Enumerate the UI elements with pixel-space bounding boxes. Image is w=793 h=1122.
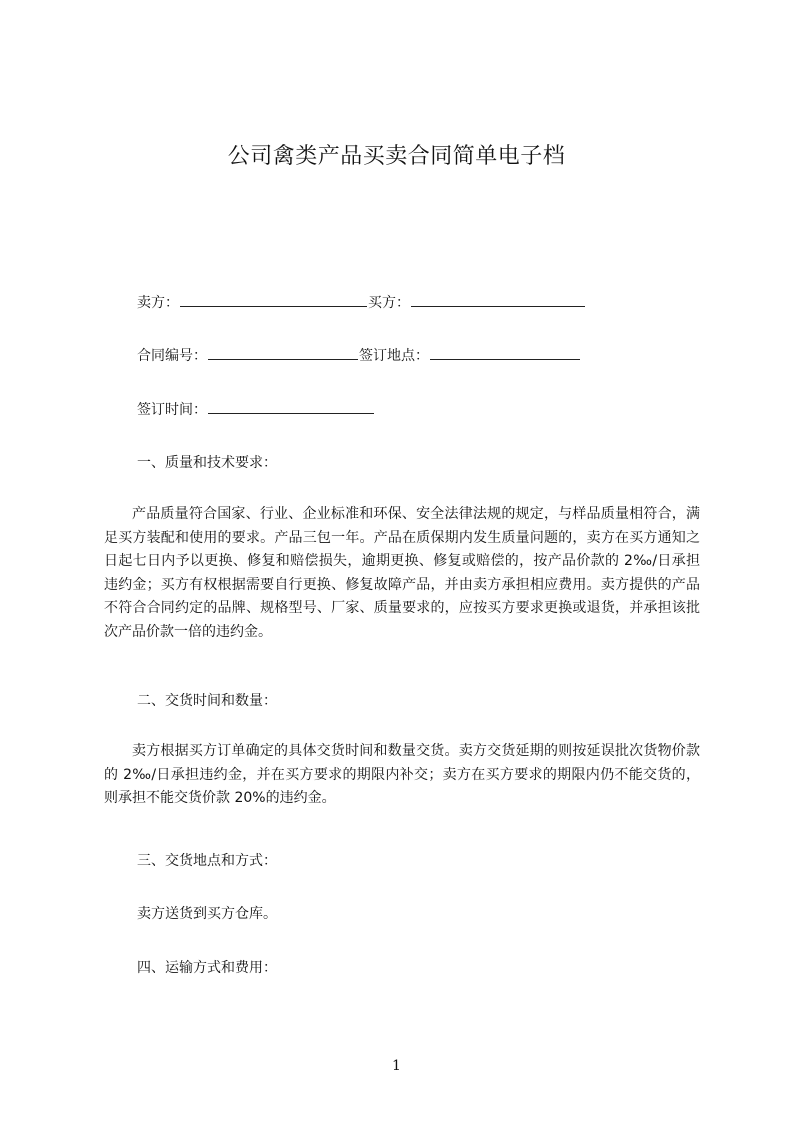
buyer-blank (411, 292, 585, 307)
sign-time-blank (208, 399, 374, 414)
sign-time-label: 签订时间： (137, 402, 207, 418)
buyer-label: 买方： (368, 295, 410, 311)
section-heading: 三、交货地点和方式： (137, 853, 277, 869)
seller-blank (180, 292, 367, 307)
section-heading: 二、交货时间和数量： (137, 693, 277, 709)
section-heading: 四、运输方式和费用： (137, 960, 277, 976)
contract-no-blank (208, 345, 358, 360)
section-heading: 一、质量和技术要求： (137, 455, 277, 471)
seller-buyer-line (137, 292, 586, 313)
contract-place-line (137, 345, 581, 366)
contract-no-label: 合同编号： (137, 348, 207, 364)
section-body: 卖方送货到买方仓库。 (137, 906, 277, 922)
sign-place-blank (430, 345, 580, 360)
sign-time-line (137, 399, 375, 420)
document-title: 公司禽类产品买卖合同简单电子档 (227, 144, 566, 169)
section-body: 卖方根据买方订单确定的具体交货时间和数量交货。卖方交货延期的则按延误批次货物价款的 2‰/日承担违约金，并在买方要求的期限内补交；卖方在买方要求的期限内仍不能交货的，则承担不能交货价款 20%的违约金。 (104, 743, 700, 807)
sign-place-label: 签订地点： (359, 348, 429, 364)
section-body: 产品质量符合国家、行业、企业标准和环保、安全法律法规的规定，与样品质量相符合，满足买方装配和使用的要求。产品三包一年。产品在质保期内发生质量问题的，卖方在买方通知之日起七日内予以更换、修复和赔偿损失，逾期更换、修复或赔偿的，按产品价款的 2‰/日承担违约金；买方有权根据需要自行更换、修复故障产品，并由卖方承担相应费用。卖方提供的产品不符合合同约定的品牌、规格型号、厂家、质量要求的，应按买方要求更换或退货，并承担该批次产品价款一倍的违约金。 (104, 506, 700, 640)
seller-label: 卖方： (137, 295, 179, 311)
page-number: 1 (392, 1058, 401, 1074)
